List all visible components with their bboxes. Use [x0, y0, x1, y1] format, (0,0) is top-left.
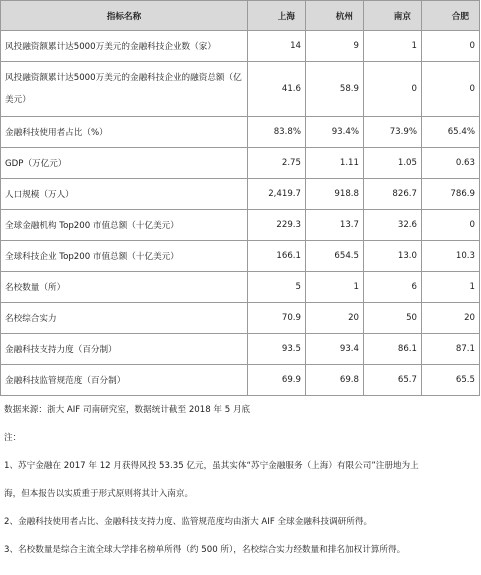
cell-value: 69.8: [306, 365, 364, 396]
table-row: [1, 31, 480, 62]
row-label: 名校数量（所）: [1, 272, 248, 303]
table-header-row: [1, 1, 480, 31]
cell-value: 1: [422, 272, 480, 303]
cell-value: 70.9: [248, 303, 306, 334]
cell-value: 13.7: [306, 210, 364, 241]
cell-value: 32.6: [364, 210, 422, 241]
cell-value: 73.9%: [364, 117, 422, 148]
row-label: 人口规模（万人）: [1, 179, 248, 210]
header-city-hefei: 合肥: [422, 1, 480, 31]
header-indicator-name: 指标名称: [1, 1, 248, 31]
cell-value: 20: [306, 303, 364, 334]
cell-value: 9: [306, 31, 364, 62]
cell-value: 41.6: [248, 62, 306, 117]
table-row: [1, 117, 480, 148]
cell-value: 1.11: [306, 148, 364, 179]
cell-value: 86.1: [364, 334, 422, 365]
table-row: [1, 303, 480, 334]
row-label: 金融科技监管规范度（百分制）: [1, 365, 248, 396]
cell-value: 10.3: [422, 241, 480, 272]
row-label: 金融科技使用者占比（%）: [1, 117, 248, 148]
cell-value: 0: [422, 31, 480, 62]
cell-value: 5: [248, 272, 306, 303]
row-label: 风投融资额累计达5000万美元的金融科技企业的融资总额（亿美元）: [1, 62, 248, 117]
cell-value: 229.3: [248, 210, 306, 241]
table-row: [1, 241, 480, 272]
row-label: 名校综合实力: [1, 303, 248, 334]
table-row: [1, 210, 480, 241]
row-label: 全球金融机构 Top200 市值总额（十亿美元）: [1, 210, 248, 241]
table-row: [1, 365, 480, 396]
cell-value: 826.7: [364, 179, 422, 210]
cell-value: 20: [422, 303, 480, 334]
note-1-line-1: 1、苏宁金融在 2017 年 12 月获得风投 53.35 亿元，虽其实体“苏宁金融服务（上海）有限公司”注册地为上: [4, 461, 419, 471]
cell-value: 93.4: [306, 334, 364, 365]
cell-value: 0.63: [422, 148, 480, 179]
data-source-note: 数据来源：浙大 AIF 司南研究室，数据统计截至 2018 年 5 月底: [4, 405, 251, 415]
cell-value: 786.9: [422, 179, 480, 210]
header-city-shanghai: 上海: [248, 1, 306, 31]
table-row: [1, 334, 480, 365]
row-label: 风投融资额累计达5000万美元的金融科技企业数（家）: [1, 31, 248, 62]
cell-value: 0: [422, 210, 480, 241]
note-3: 3、名校数量是综合主流全球大学排名榜单所得（约 500 所），名校综合实力经数量和排名加权计算所得。: [4, 545, 406, 555]
cell-value: 93.4%: [306, 117, 364, 148]
note-1-line-2: 海，但本报告以实质重于形式原则将其计入南京。: [4, 489, 194, 499]
cell-value: 166.1: [248, 241, 306, 272]
cell-value: 93.5: [248, 334, 306, 365]
cell-value: 13.0: [364, 241, 422, 272]
cell-value: 65.7: [364, 365, 422, 396]
cell-value: 83.8%: [248, 117, 306, 148]
header-city-hangzhou: 杭州: [306, 1, 364, 31]
cell-value: 1: [364, 31, 422, 62]
table-row: [1, 179, 480, 210]
cell-value: 65.5: [422, 365, 480, 396]
note-2: 2、金融科技使用者占比、金融科技支持力度、监管规范度均由浙大 AIF 全球金融科技调研所得。: [4, 517, 373, 527]
cell-value: 2,419.7: [248, 179, 306, 210]
row-label: 金融科技支持力度（百分制）: [1, 334, 248, 365]
cell-value: 87.1: [422, 334, 480, 365]
table-row: [1, 62, 480, 117]
cell-value: 50: [364, 303, 422, 334]
row-label: 全球科技企业 Top200 市值总额（十亿美元）: [1, 241, 248, 272]
cell-value: 0: [422, 62, 480, 117]
cell-value: 65.4%: [422, 117, 480, 148]
cell-value: 2.75: [248, 148, 306, 179]
cell-value: 654.5: [306, 241, 364, 272]
cell-value: 0: [364, 62, 422, 117]
cell-value: 918.8: [306, 179, 364, 210]
row-label: GDP（万亿元）: [1, 148, 248, 179]
table-row: [1, 272, 480, 303]
table-row: [1, 148, 480, 179]
cell-value: 1.05: [364, 148, 422, 179]
notes-label: 注：: [4, 433, 22, 443]
cell-value: 1: [306, 272, 364, 303]
cell-value: 58.9: [306, 62, 364, 117]
header-city-nanjing: 南京: [364, 1, 422, 31]
cell-value: 69.9: [248, 365, 306, 396]
cell-value: 14: [248, 31, 306, 62]
notes-section: [4, 403, 476, 557]
cell-value: 6: [364, 272, 422, 303]
